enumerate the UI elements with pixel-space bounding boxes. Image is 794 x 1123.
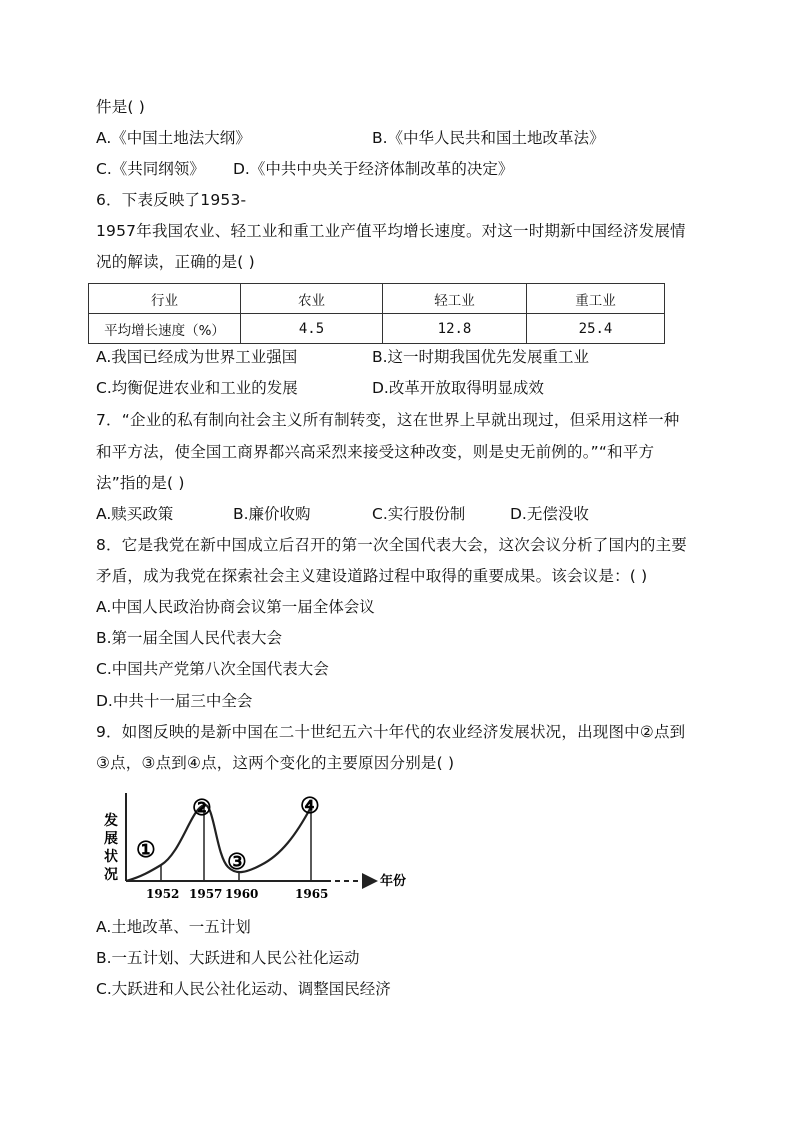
q9-development-figure — [96, 785, 466, 909]
q7-option-d: D.无偿没收 — [510, 505, 589, 523]
year-label: 1952 — [146, 887, 180, 901]
year-label: 1960 — [225, 887, 259, 901]
table-cell: 4.5 — [241, 314, 383, 344]
q6-stem-line3: 况的解读，正确的是( ) — [96, 253, 255, 271]
q6-stem-line1: 6．下表反映了1953- — [96, 191, 247, 209]
q8-option-a: A.中国人民政治协商会议第一届全体会议 — [96, 598, 375, 616]
q8-stem-line2: 矛盾，成为我党在探索社会主义建设道路过程中取得的重要成果。该会议是：( ) — [96, 567, 648, 585]
q7-option-c: C.实行股份制 — [372, 505, 466, 523]
y-label-char: 发 — [104, 813, 118, 829]
q8-option-b: B.第一届全国人民代表大会 — [96, 629, 283, 647]
point-label: ③ — [227, 849, 247, 875]
q5-option-b: B.《中华人民共和国土地改革法》 — [372, 129, 605, 147]
q8-option-d: D.中共十一届三中全会 — [96, 692, 253, 710]
q7-option-b: B.廉价收购 — [233, 505, 311, 523]
table-row — [89, 314, 665, 344]
q7-stem-line3: 法”指的是( ) — [96, 474, 185, 492]
q6-option-d: D.改革开放取得明显成效 — [372, 379, 544, 397]
q7-stem-line1: 7．“企业的私有制向社会主义所有制转变，这在世界上早就出现过，但采用这样一种 — [96, 411, 680, 429]
q8-option-c: C.中国共产党第八次全国代表大会 — [96, 660, 329, 678]
q6-stem-line2: 1957年我国农业、轻工业和重工业产值平均增长速度。对这一时期新中国经济发展情 — [96, 222, 686, 240]
table-cell: 平均增长速度（%） — [89, 314, 241, 344]
point-label: ① — [136, 837, 156, 863]
q6-option-b: B.这一时期我国优先发展重工业 — [372, 348, 590, 366]
table-header: 行业 — [89, 284, 241, 314]
q6-option-a: A.我国已经成为世界工业强国 — [96, 348, 298, 366]
table-header: 轻工业 — [383, 284, 527, 314]
y-label-char: 展 — [104, 831, 118, 847]
q9-option-c: C.大跃进和人民公社化运动、调整国民经济 — [96, 980, 391, 998]
q6-growth-table — [88, 283, 665, 344]
table-header: 重工业 — [527, 284, 665, 314]
q5-option-c: C.《共同纲领》 — [96, 160, 205, 178]
development-curve-figure — [96, 785, 466, 905]
q5-option-d: D.《中共中央关于经济体制改革的决定》 — [233, 160, 514, 178]
q7-stem-line2: 和平方法，使全国工商界都兴高采烈来接受这种改变，则是史无前例的。”“和平方 — [96, 443, 655, 461]
q9-stem-line1: 9．如图反映的是新中国在二十世纪五六十年代的农业经济发展状况，出现图中②点到 — [96, 723, 686, 741]
q5-stem-tail: 件是( ) — [96, 98, 146, 116]
year-label: 1965 — [295, 887, 329, 901]
q7-option-a: A.赎买政策 — [96, 505, 174, 523]
q6-option-c: C.均衡促进农业和工业的发展 — [96, 379, 298, 397]
q9-stem-line2: ③点，③点到④点，这两个变化的主要原因分别是( ) — [96, 754, 455, 772]
point-label: ② — [192, 795, 212, 821]
y-label-char: 况 — [104, 867, 118, 883]
q8-stem-line1: 8．它是我党在新中国成立后召开的第一次全国代表大会，这次会议分析了国内的主要 — [96, 536, 687, 554]
table-cell: 12.8 — [383, 314, 527, 344]
table-cell: 25.4 — [527, 314, 665, 344]
q5-option-a: A.《中国土地法大纲》 — [96, 129, 251, 147]
table-header: 农业 — [241, 284, 383, 314]
point-label: ④ — [300, 793, 320, 819]
table-header-row — [89, 284, 665, 314]
year-label: 1957 — [189, 887, 223, 901]
x-axis-label: 年份 — [380, 874, 407, 889]
y-label-char: 状 — [104, 849, 118, 865]
q9-option-a: A.土地改革、一五计划 — [96, 918, 251, 936]
q9-option-b: B.一五计划、大跃进和人民公社化运动 — [96, 949, 360, 967]
